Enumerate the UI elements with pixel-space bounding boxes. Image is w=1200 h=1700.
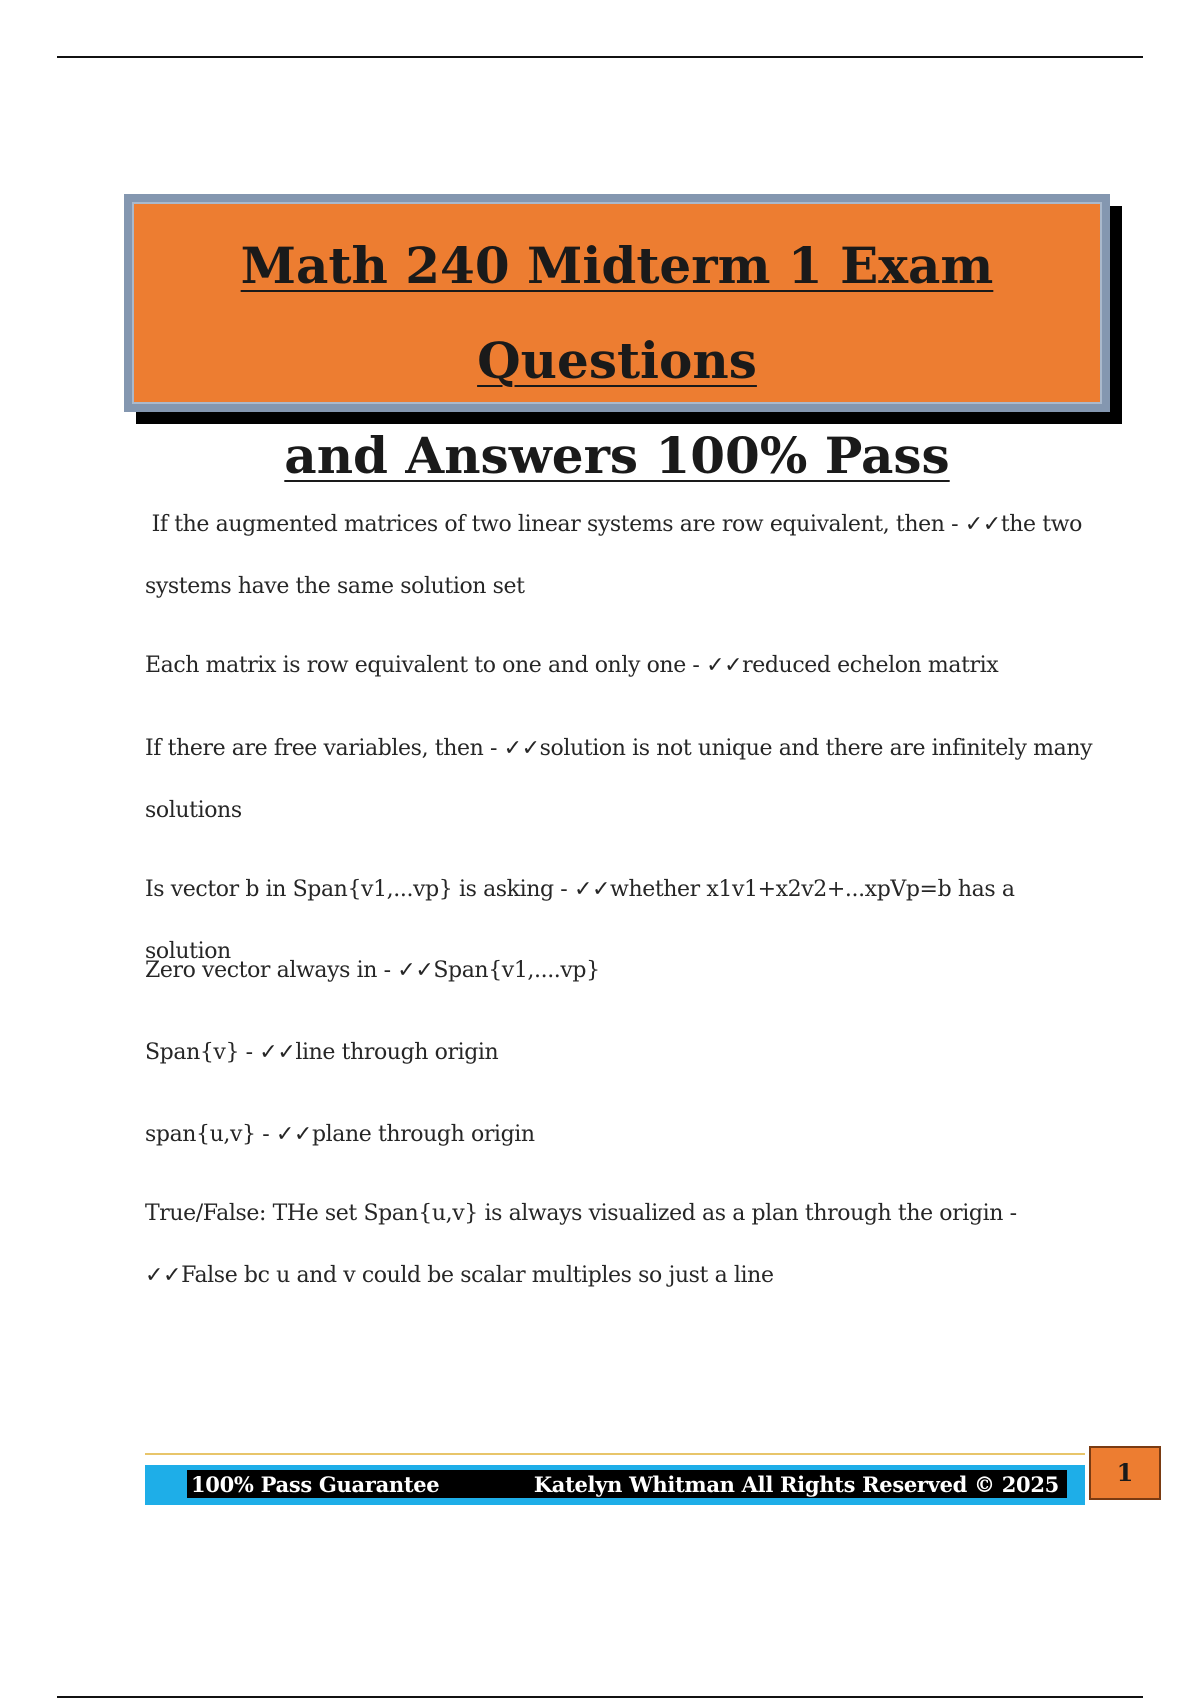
footer-rule (145, 1453, 1085, 1455)
question-text: span{u,v} (145, 1122, 256, 1147)
separator: - (685, 653, 707, 678)
double-check-icon: ✓✓ (259, 1040, 296, 1065)
separator: - (553, 877, 574, 902)
document-title (132, 218, 1102, 503)
title-line-2: and Answers 100% Pass (284, 426, 950, 485)
qa-item (145, 718, 1095, 842)
question-text: Zero vector always in (145, 958, 378, 983)
double-check-icon: ✓✓ (573, 877, 611, 902)
qa-item (145, 1183, 1095, 1307)
bottom-rule (57, 1696, 1143, 1698)
answer-text: solution is not unique and there are infinitely many solutions (145, 736, 1093, 823)
answer-text: reduced echelon matrix (742, 653, 999, 678)
qa-item (145, 1104, 1095, 1166)
separator: - (377, 958, 398, 983)
question-text: Is vector b in Span{v1,...vp} is asking (145, 877, 554, 902)
separator: - (944, 512, 965, 537)
double-check-icon: ✓✓ (706, 653, 743, 678)
question-text: If there are free variables, then (145, 736, 484, 761)
answer-text: the two systems have the same solution set (145, 512, 1082, 599)
separator: - (1003, 1201, 1017, 1226)
double-check-icon: ✓✓ (145, 1263, 182, 1288)
title-banner (124, 194, 1110, 485)
qa-item (145, 1022, 1095, 1084)
footer-bar (145, 1465, 1085, 1505)
footer-copyright: Katelyn Whitman All Rights Reserved © 2025 (533, 1472, 1059, 1497)
answer-text: line through origin (295, 1040, 499, 1065)
qa-item (145, 494, 1095, 618)
page-number: 1 (1089, 1446, 1161, 1500)
qa-item (145, 635, 1095, 697)
answer-text: whether x1v1+x2v2+...xpVp=b has a solution (145, 877, 1015, 964)
double-check-icon: ✓✓ (503, 736, 540, 761)
double-check-icon: ✓✓ (397, 958, 434, 983)
question-text: Each matrix is row equivalent to one and only one (145, 653, 686, 678)
answer-text: False bc u and v could be scalar multiples so just a line (181, 1263, 774, 1288)
top-rule (57, 56, 1143, 58)
answer-text: Span{v1,....vp} (433, 958, 600, 983)
double-check-icon: ✓✓ (964, 512, 1001, 537)
footer-inner (187, 1470, 1067, 1498)
separator: - (239, 1040, 260, 1065)
footer-guarantee: 100% Pass Guarantee (191, 1472, 440, 1497)
double-check-icon: ✓✓ (275, 1122, 312, 1147)
question-text: Span{v} (145, 1040, 240, 1065)
question-text: True/False: THe set Span{u,v} is always visualized as a plan through the origin (145, 1201, 1003, 1226)
separator: - (255, 1122, 276, 1147)
answer-text: plane through origin (311, 1122, 535, 1147)
separator: - (483, 736, 504, 761)
question-text: If the augmented matrices of two linear systems are row equivalent, then (151, 512, 945, 537)
qa-item (145, 940, 1095, 1002)
title-line-1: Math 240 Midterm 1 Exam Questions (240, 236, 994, 390)
